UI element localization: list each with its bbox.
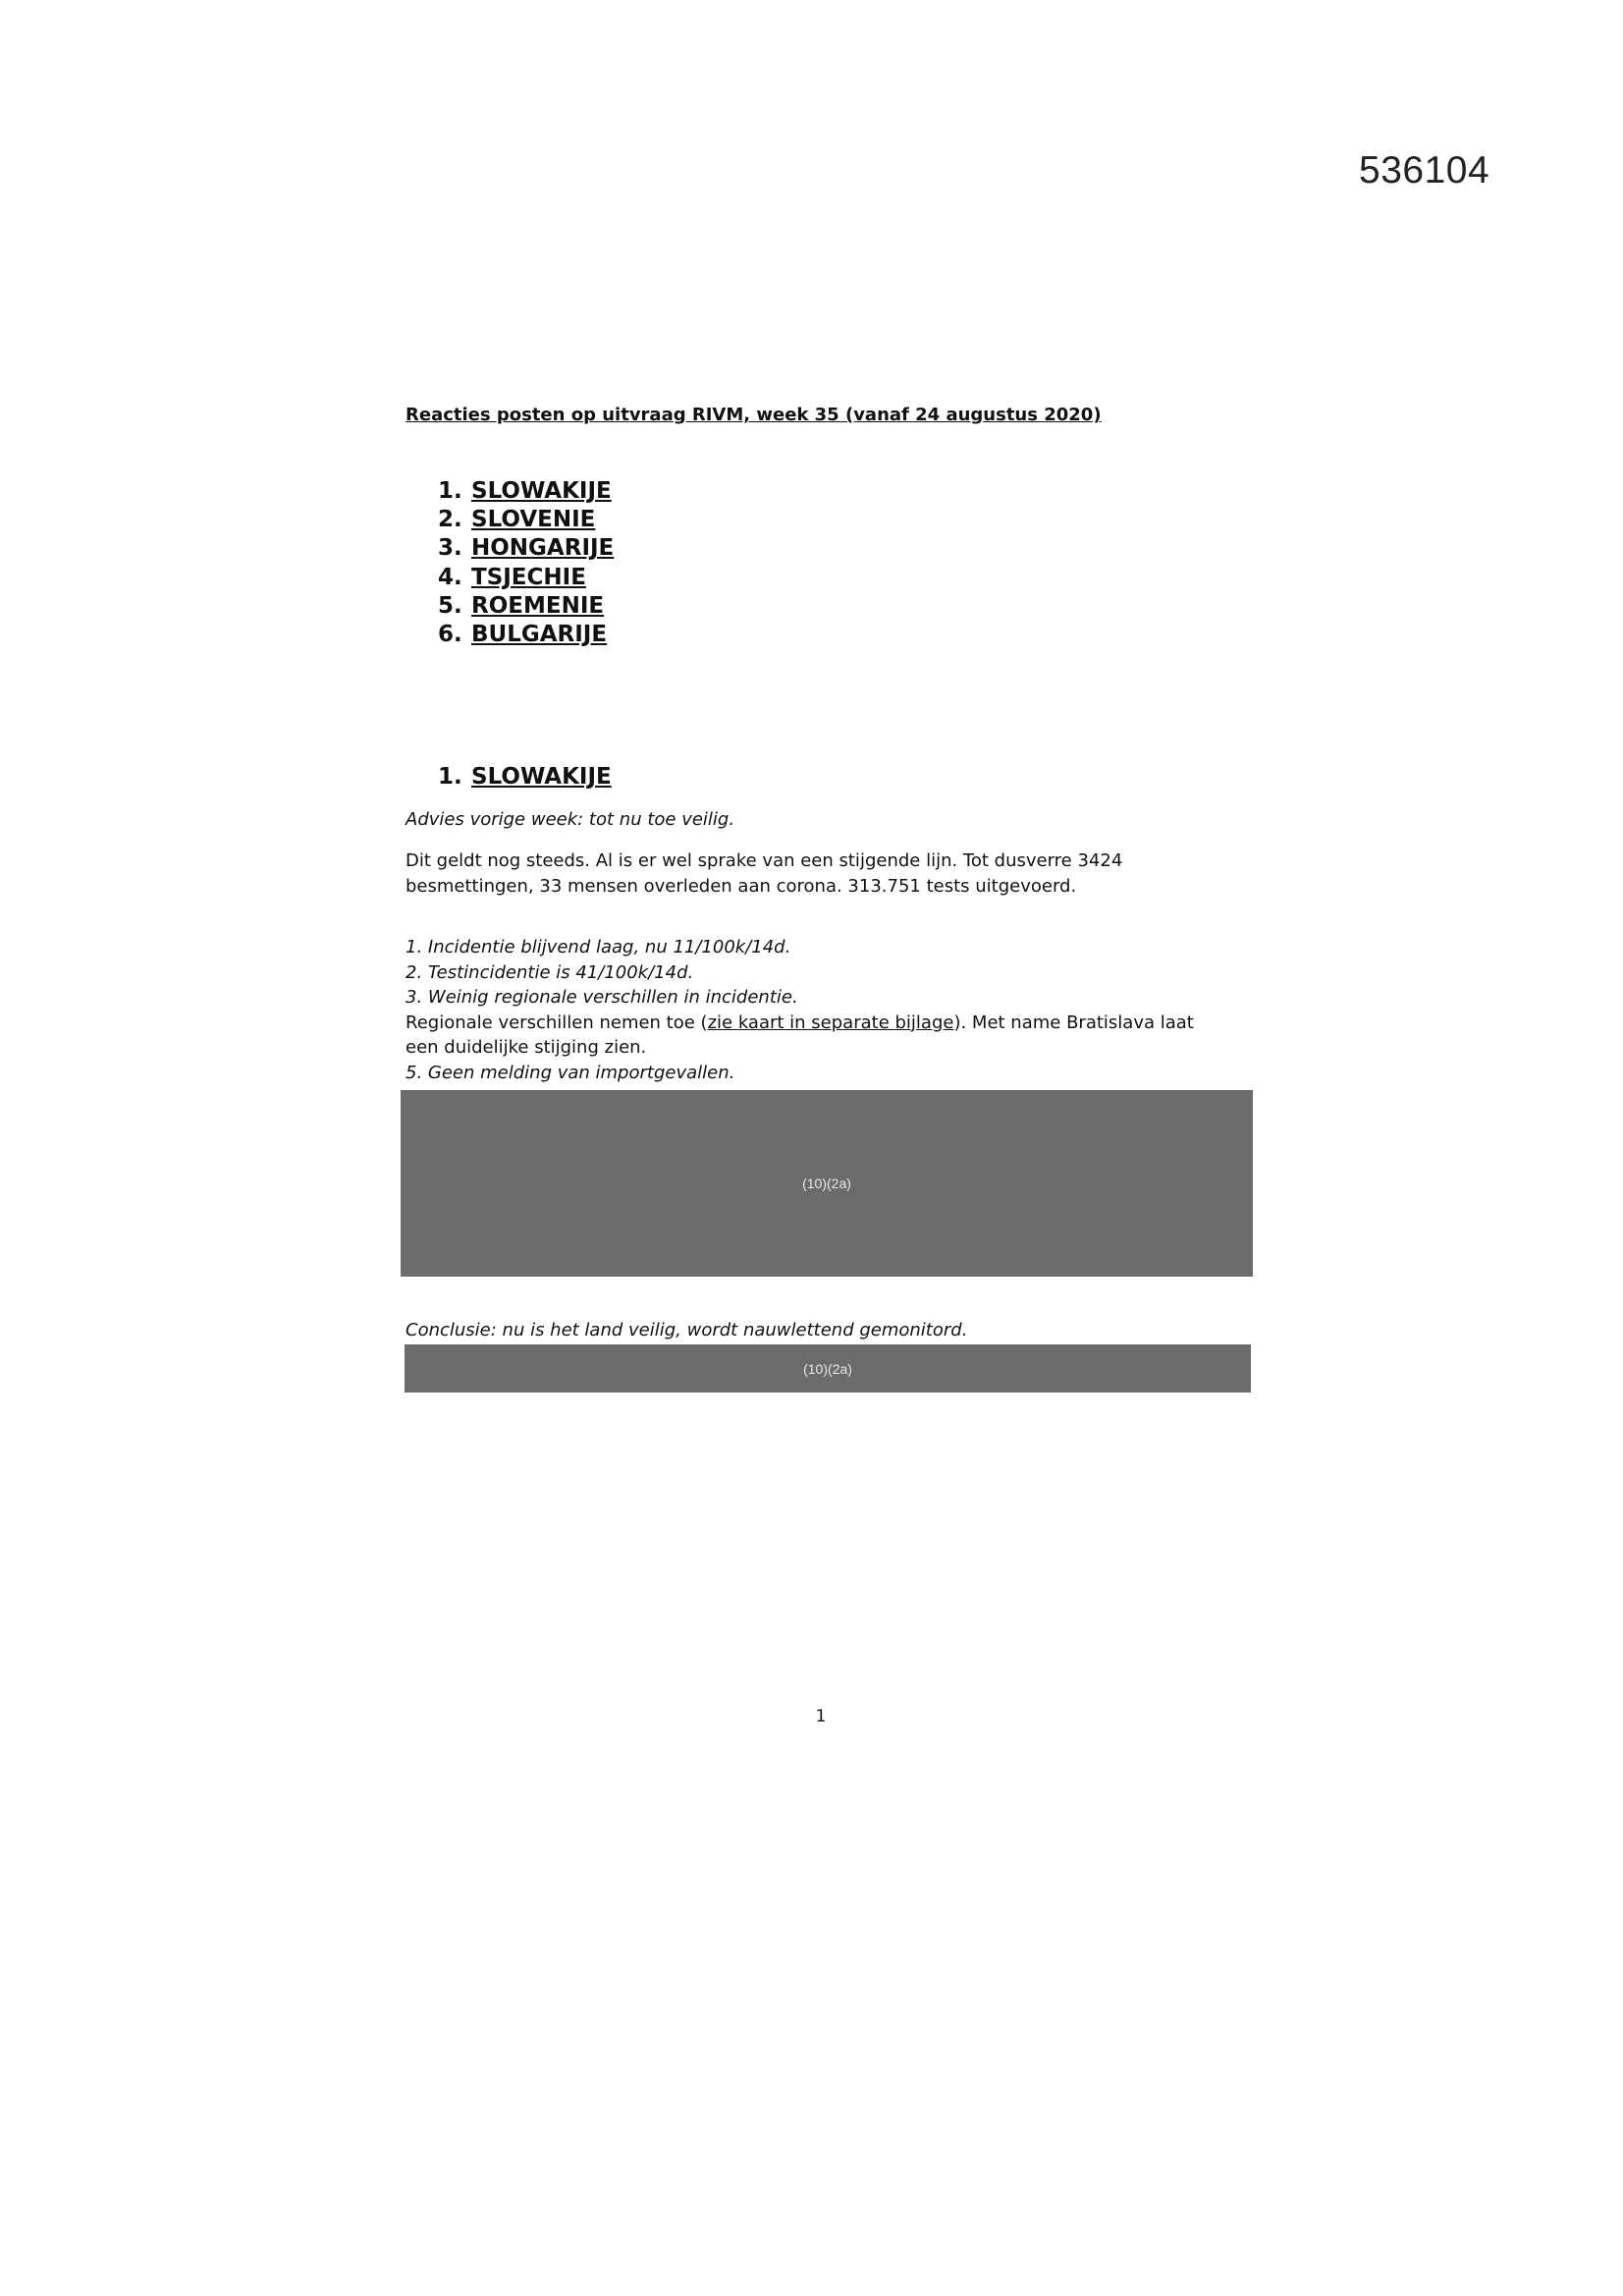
list-item-label: ROEMENIE bbox=[471, 592, 605, 619]
list-item bbox=[438, 506, 614, 534]
finding-regional: 3. Weinig regionale verschillen in incidentie. bbox=[406, 987, 798, 1009]
advice-text: Advies vorige week: tot nu toe veilig. bbox=[406, 809, 735, 830]
page-title: Reacties posten op uitvraag RIVM, week 35 (vanaf 24 augustus 2020) bbox=[406, 405, 1102, 425]
regional-remark-suffix: ). Met name Bratislava laat bbox=[953, 1011, 1194, 1033]
list-item-number: 3. bbox=[438, 535, 462, 562]
list-item-label: SLOVENIE bbox=[471, 507, 596, 533]
finding-test-incidence: 2. Testincidentie is 41/100k/14d. bbox=[406, 961, 694, 983]
list-item bbox=[438, 477, 614, 506]
redaction-block: (10)(2a) bbox=[405, 1344, 1251, 1393]
status-paragraph bbox=[406, 848, 1122, 899]
status-line: Dit geldt nog steeds. Al is er wel sprake van een stijgende lijn. Tot dusverre 3424 bbox=[406, 850, 1123, 871]
list-item-label: BULGARIJE bbox=[471, 622, 608, 648]
list-item bbox=[438, 564, 614, 592]
country-list bbox=[438, 477, 614, 649]
finding-imports: 5. Geen melding van importgevallen. bbox=[406, 1062, 735, 1083]
regional-remark-prefix: Regionale verschillen nemen toe ( bbox=[406, 1011, 708, 1033]
document-number: 536104 bbox=[1359, 149, 1490, 191]
redaction-block: (10)(2a) bbox=[401, 1090, 1253, 1277]
section-number: 1. bbox=[438, 764, 462, 790]
finding-incidence: 1. Incidentie blijvend laag, nu 11/100k/14d. bbox=[406, 937, 791, 957]
regional-remark-line: een duidelijke stijging zien. bbox=[406, 1037, 647, 1059]
list-item-number: 4. bbox=[438, 564, 462, 590]
list-item-number: 2. bbox=[438, 507, 462, 533]
list-item bbox=[438, 621, 614, 649]
list-item-label: TSJECHIE bbox=[471, 564, 586, 590]
list-item-number: 5. bbox=[438, 592, 462, 619]
regional-remark bbox=[406, 1011, 1194, 1036]
list-item bbox=[438, 592, 614, 621]
list-item bbox=[438, 534, 614, 563]
section-title: SLOWAKIJE bbox=[471, 764, 612, 790]
page-number: 1 bbox=[815, 1707, 827, 1726]
list-item-label: HONGARIJE bbox=[471, 535, 615, 562]
list-item-number: 1. bbox=[438, 478, 462, 504]
list-item-label: SLOWAKIJE bbox=[471, 478, 612, 504]
conclusion-text: Conclusie: nu is het land veilig, wordt nauwlettend gemonitord. bbox=[406, 1320, 968, 1340]
list-item-number: 6. bbox=[438, 622, 462, 648]
status-line: besmettingen, 33 mensen overleden aan corona. 313.751 tests uitgevoerd. bbox=[406, 875, 1077, 897]
findings-block bbox=[406, 935, 1194, 1086]
section-heading bbox=[438, 764, 612, 790]
map-attachment-link[interactable]: zie kaart in separate bijlage bbox=[707, 1011, 954, 1033]
